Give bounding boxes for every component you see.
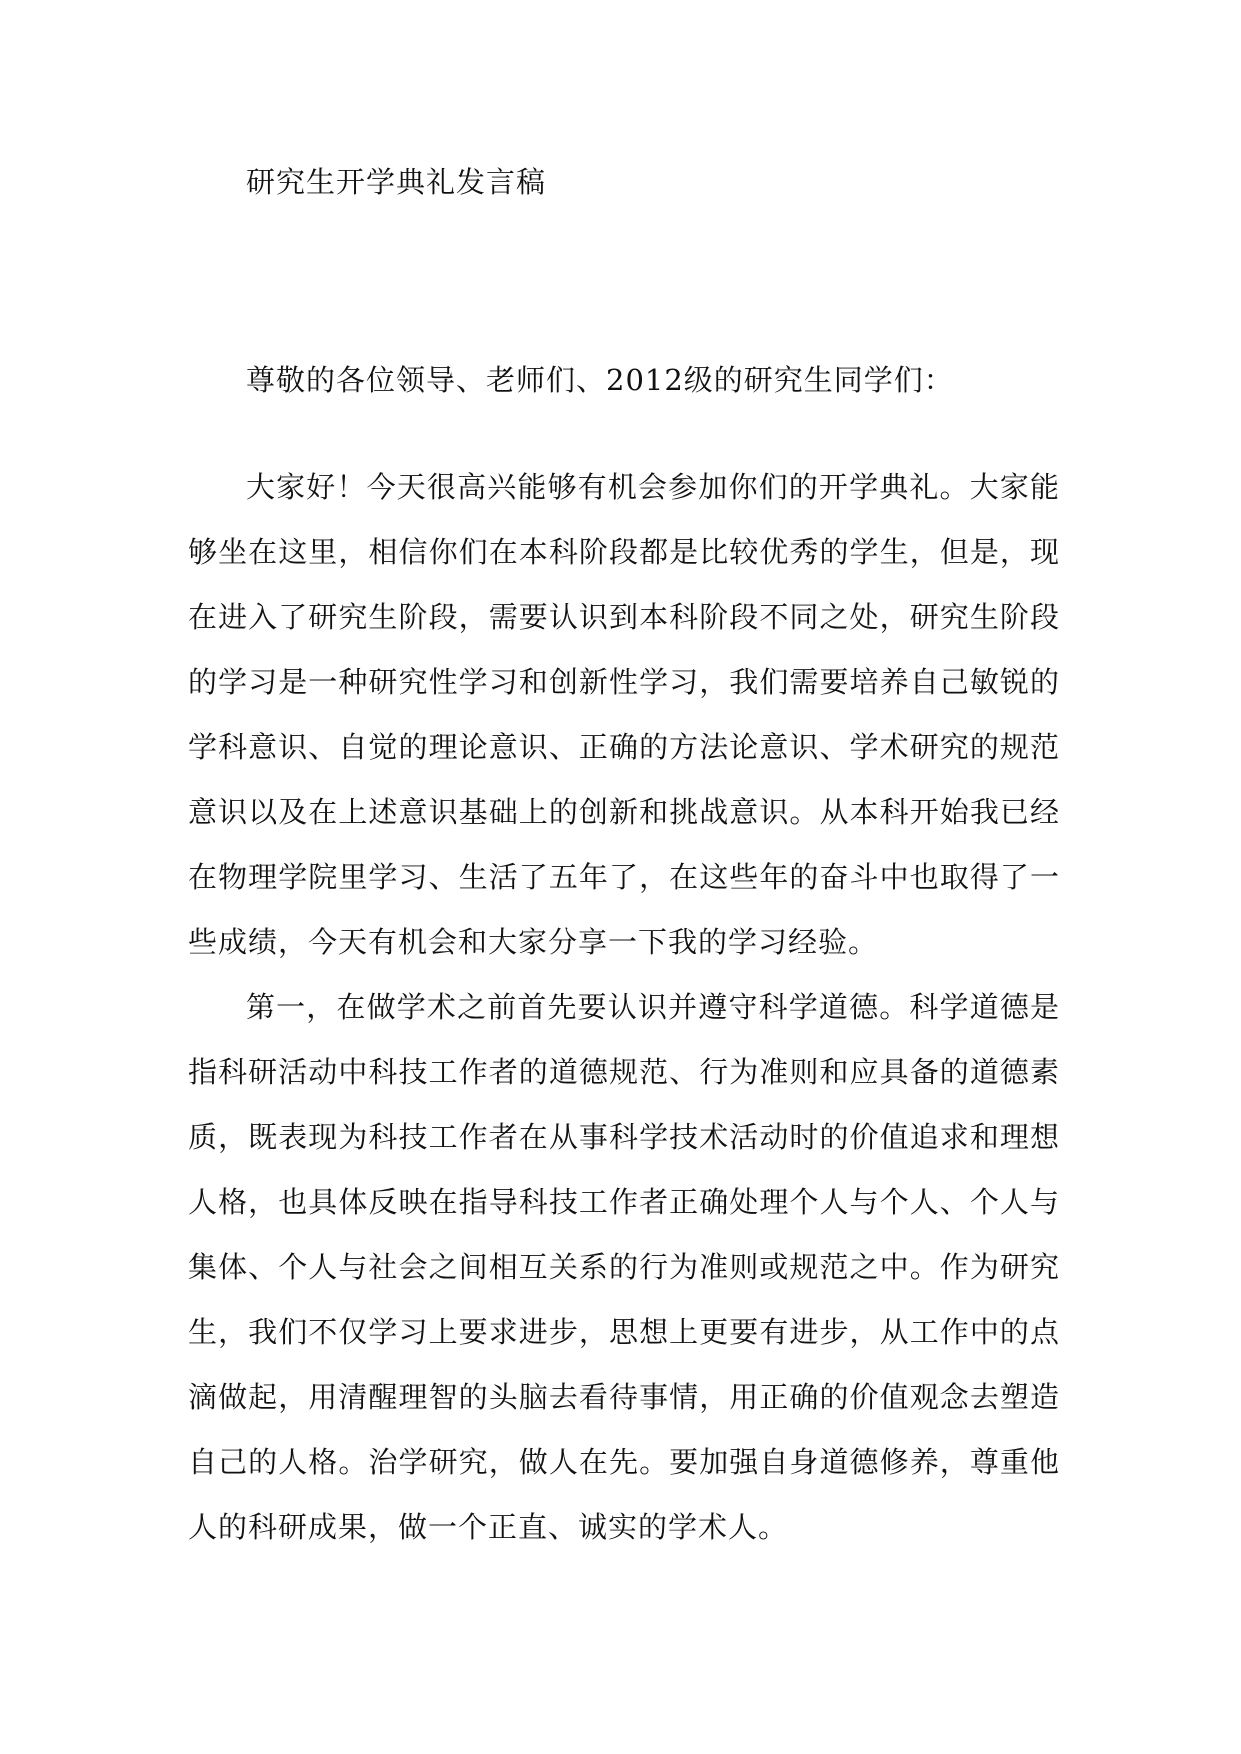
salutation: 尊敬的各位领导、老师们、2012级的研究生同学们： (246, 363, 954, 397)
paragraph-intro: 大家好！今天很高兴能够有机会参加你们的开学典礼。大家能够坐在这里，相信你们在本科阶段都是比较优秀的学生，但是，现在进入了研究生阶段，需要认识到本科阶段不同之处，研究生阶段的学习是一种研究性学习和创新性学习，我们需要培养自己敏锐的学科意识、自觉的理论意识、正确的方法论意识、学术研究的规范意识以及在上述意识基础上的创新和挑战意识。从本科开始我已经在物理学院里学习、生活了五年了，在这些年的奋斗中也取得了一些成绩，今天有机会和大家分享一下我的学习经验。 (188, 470, 1060, 959)
document-title: 研究生开学典礼发言稿 (246, 165, 547, 199)
paragraph-first-point: 第一，在做学术之前首先要认识并遵守科学道德。科学道德是指科研活动中科技工作者的道德规范、行为准则和应具备的道德素质，既表现为科技工作者在从事科学技术活动时的价值追求和理想人格，也具体反映在指导科技工作者正确处理个人与个人、个人与集体、个人与社会之间相互关系的行为准则或规范之中。作为研究生，我们不仅学习上要求进步，思想上更要有进步，从工作中的点滴做起，用清醒理智的头脑去看待事情，用正确的价值观念去塑造自己的人格。治学研究，做人在先。要加强自身道德修养，尊重他人的科研成果，做一个正直、诚实的学术人。 (188, 990, 1060, 1544)
